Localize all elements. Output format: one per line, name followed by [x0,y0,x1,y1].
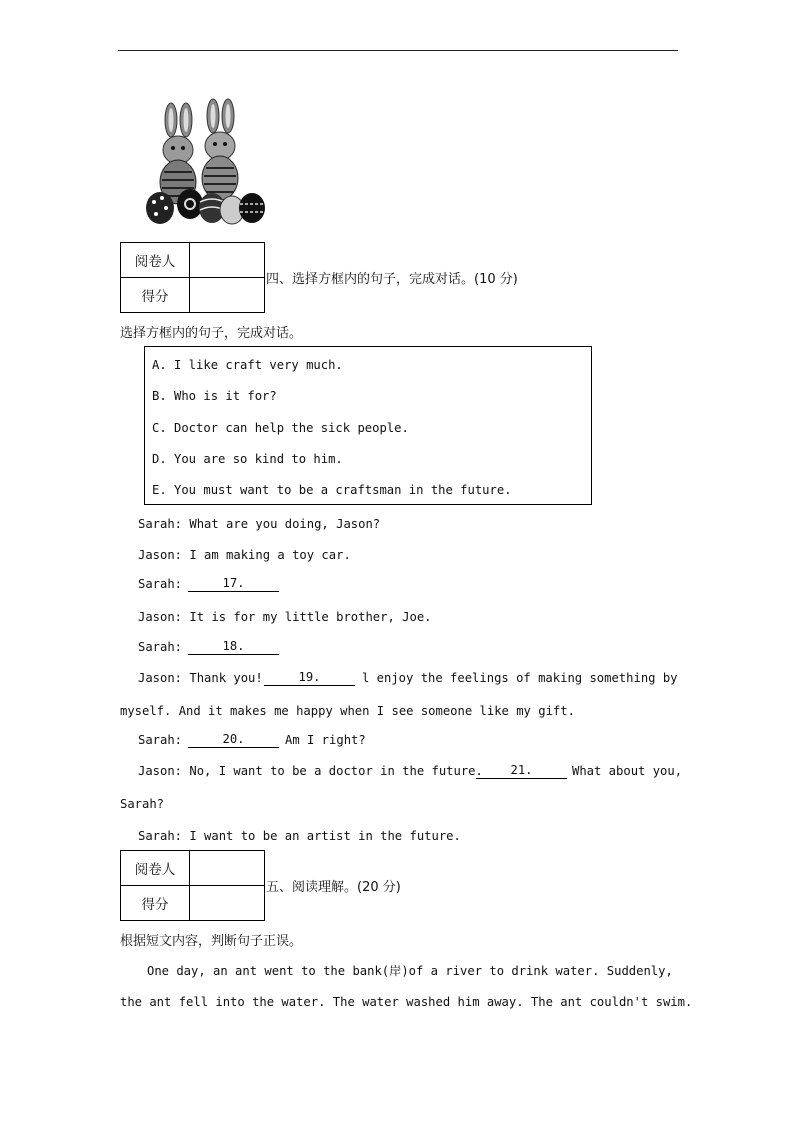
section4-title: 四、选择方框内的句子，完成对话。(10 分) [266,272,518,287]
reviewer-label: 阅卷人 [121,243,190,278]
dialogue-line: l enjoy the feelings of making something by [362,671,678,685]
dialogue-line: Jason: It is for my little brother, Joe. [138,610,432,624]
answer-blank-18[interactable]: 18. [188,639,279,655]
dialogue-speaker: Sarah: [138,733,183,747]
option-e: E. You must want to be a craftsman in the future. [152,483,512,497]
score-label: 得分 [121,278,190,313]
option-b: B. Who is it for? [152,389,277,403]
option-a: A. I like craft very much. [152,358,343,372]
passage-line: One day, an ant went to the bank(岸)of a river to drink water. Suddenly, [147,964,673,978]
answer-blank-20[interactable]: 20. [188,732,279,748]
dialogue-speaker: Sarah: [138,640,183,654]
reviewer-cell [190,851,265,886]
reviewer-cell [190,243,265,278]
dialogue-line: Jason: Thank you! [138,671,263,685]
dialogue-line: What about you, [572,764,683,778]
reviewer-label: 阅卷人 [121,851,190,886]
dialogue-line: myself. And it makes me happy when I see someone like my gift. [120,704,575,718]
dialogue-line: Jason: I am making a toy car. [138,548,351,562]
easter-bunnies-image [138,98,268,228]
section5-title: 五、阅读理解。(20 分) [266,880,401,895]
score-box-section5 [120,850,265,921]
answer-blank-19[interactable]: 19. [264,670,355,686]
dialogue-line: Sarah: I want to be an artist in the future. [138,829,461,843]
dialogue-line: Am I right? [285,733,366,747]
dialogue-line: Jason: No, I want to be a doctor in the future. [138,764,483,778]
score-box-section4 [120,242,265,313]
option-d: D. You are so kind to him. [152,452,343,466]
score-label: 得分 [121,886,190,921]
dialogue-speaker: Sarah: [138,577,183,591]
answer-blank-17[interactable]: 17. [188,576,279,592]
answer-blank-21[interactable]: 21. [476,763,567,779]
score-cell [190,886,265,921]
option-c: C. Doctor can help the sick people. [152,421,409,435]
section5-instruction: 根据短文内容，判断句子正误。 [120,934,303,949]
header-rule [118,50,678,51]
passage-line: the ant fell into the water. The water washed him away. The ant couldn't swim. [120,995,693,1009]
dialogue-line: Sarah: What are you doing, Jason? [138,517,381,531]
dialogue-line: Sarah? [120,797,165,811]
section4-instruction: 选择方框内的句子，完成对话。 [120,326,303,341]
score-cell [190,278,265,313]
